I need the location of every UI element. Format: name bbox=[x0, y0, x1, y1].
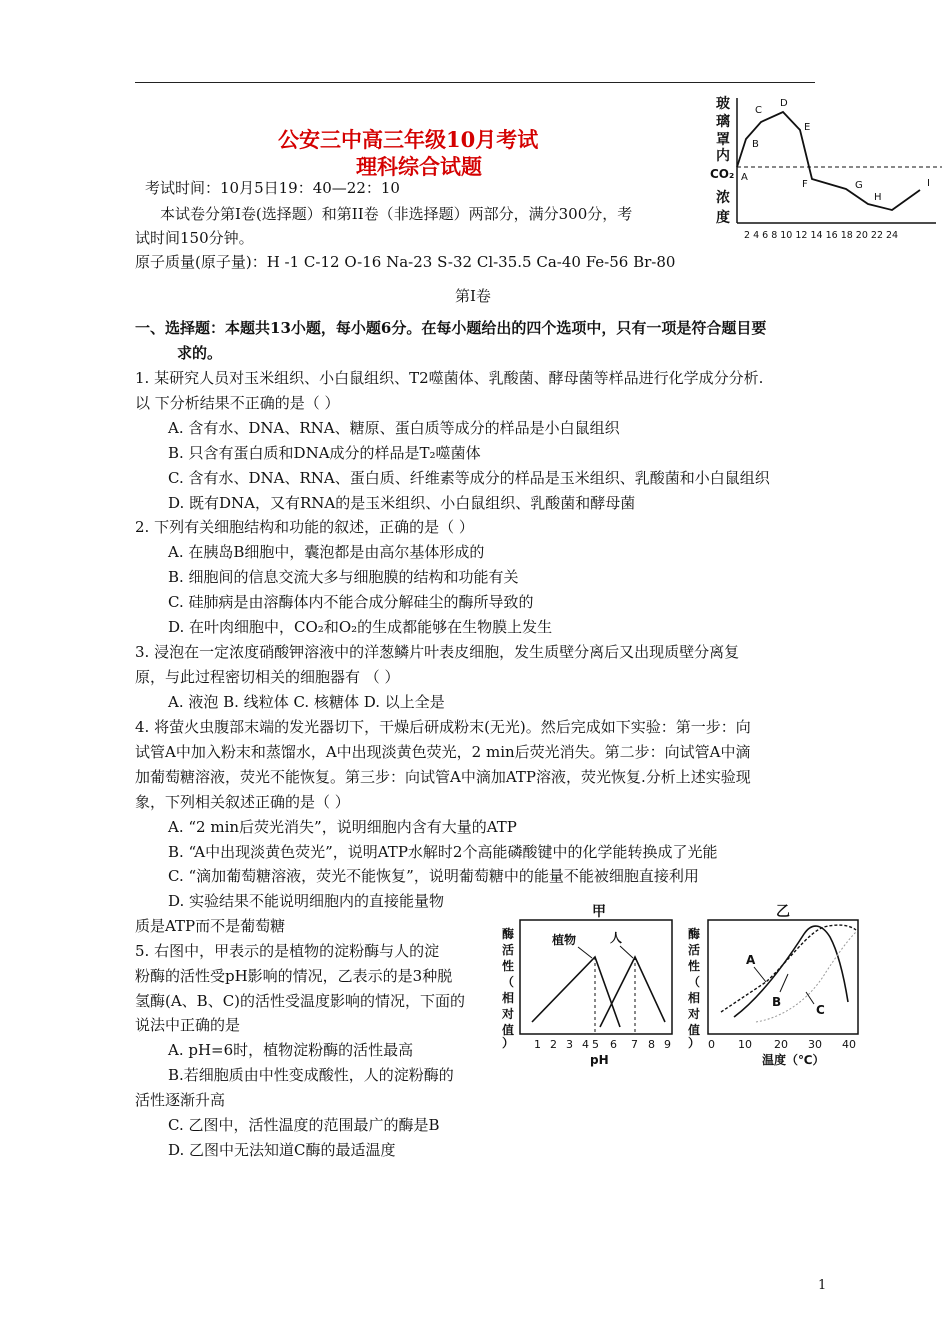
co2-point-label: G bbox=[855, 180, 863, 191]
jia-xlabel: pH bbox=[590, 1053, 609, 1067]
yi-series-c-label: C bbox=[816, 1003, 825, 1017]
svg-text:10: 10 bbox=[738, 1038, 752, 1051]
q1-option-d: D. 既有DNA，又有RNA的是玉米组织、小白鼠组织、乳酸菌和酵母菌 bbox=[168, 494, 636, 512]
q3-options: A. 液泡 B. 线粒体 C. 核糖体 D. 以上全是 bbox=[168, 693, 445, 711]
jia-ylabel-char: 值 bbox=[502, 1023, 515, 1037]
yi-x-ticks bbox=[708, 1038, 856, 1051]
q1-stem-cont: 以 下分析结果不正确的是（ ） bbox=[135, 394, 340, 412]
jia-human-pointer bbox=[620, 946, 633, 958]
jia-ylabel-char: 活 bbox=[502, 943, 515, 957]
svg-text:3: 3 bbox=[566, 1038, 573, 1051]
jia-ylabel-char: 酶 bbox=[502, 927, 515, 941]
graph-jia-title: 甲 bbox=[592, 904, 606, 920]
co2-point-label: D bbox=[780, 98, 788, 109]
jia-ylabel bbox=[501, 926, 514, 1050]
co2-ylabel-char: 璃 bbox=[716, 114, 730, 130]
exam-time: 考试时间：10月5日19：40—22：10 bbox=[145, 179, 400, 197]
svg-text:9: 9 bbox=[664, 1038, 671, 1051]
q4-stem-cont-3: 象，下列相关叙述正确的是（ ） bbox=[135, 793, 350, 811]
co2-point-label: A bbox=[741, 172, 748, 183]
svg-text:0: 0 bbox=[708, 1038, 715, 1051]
co2-point-label: H bbox=[874, 192, 882, 203]
co2-concentration-graph bbox=[708, 92, 946, 248]
co2-ylabel-char: CO₂ bbox=[710, 167, 735, 181]
q4-option-c: C. “滴加葡萄糖溶液，荧光不能恢复”，说明葡萄糖中的能量不能被细胞直接利用 bbox=[168, 867, 699, 885]
atomic-mass: 原子质量(原子量)：H -1 C-12 O-16 Na-23 S-32 Cl-35.5 Ca-40 Fe-56 Br-80 bbox=[135, 253, 676, 271]
jia-ylabel-char: 对 bbox=[502, 1007, 515, 1021]
yi-ylabel-char: 相 bbox=[688, 991, 701, 1005]
co2-curve bbox=[737, 112, 920, 210]
enzyme-temperature-graph bbox=[686, 902, 866, 1072]
q4-stem: 4. 将萤火虫腹部末端的发光器切下，干燥后研成粉末(无光)。然后完成如下实验：第一步：向 bbox=[135, 718, 751, 736]
q5-option-c: C. 乙图中，活性温度的范围最广的酶是B bbox=[168, 1116, 440, 1134]
yi-ylabel-char: 性 bbox=[688, 959, 701, 973]
svg-text:20: 20 bbox=[774, 1038, 788, 1051]
yi-curve-b bbox=[721, 925, 856, 1012]
svg-text:1: 1 bbox=[534, 1038, 541, 1051]
jia-ylabel-char: ） bbox=[502, 1036, 515, 1050]
q2-stem: 2. 下列有关细胞结构和功能的叙述，正确的是（ ） bbox=[135, 518, 474, 536]
q1-option-a: A. 含有水、DNA、RNA、糖原、蛋白质等成分的样品是小白鼠组织 bbox=[168, 419, 620, 437]
jia-human-curve bbox=[600, 957, 665, 1027]
jia-frame bbox=[520, 920, 672, 1034]
section-heading-cont: 求的。 bbox=[177, 344, 223, 362]
section-heading: 一、选择题：本题共13小题，每小题6分。在每小题给出的四个选项中，只有一项是符合题目要 bbox=[135, 319, 767, 337]
q5-option-a: A. pH=6时，植物淀粉酶的活性最高 bbox=[168, 1041, 414, 1059]
volume-heading: 第Ⅰ卷 bbox=[455, 287, 491, 305]
yi-ylabel-char: ） bbox=[688, 1036, 701, 1050]
graph-yi-title: 乙 bbox=[776, 904, 790, 920]
yi-ylabel bbox=[687, 926, 700, 1050]
co2-point-label: F bbox=[802, 179, 808, 190]
q4-option-d: D. 实验结果不能说明细胞内的直接能量物 bbox=[168, 892, 445, 910]
co2-ylabel-char: 度 bbox=[716, 210, 730, 226]
svg-text:2: 2 bbox=[550, 1038, 557, 1051]
jia-ylabel-char: 相 bbox=[502, 991, 515, 1005]
svg-text:6: 6 bbox=[610, 1038, 617, 1051]
co2-ylabel-char: 罩 bbox=[716, 132, 730, 148]
enzyme-ph-graph bbox=[500, 902, 680, 1072]
yi-ylabel-char: 值 bbox=[688, 1023, 701, 1037]
yi-series-b-label: B bbox=[772, 995, 782, 1009]
q3-stem-cont: 原，与此过程密切相关的细胞器有 （ ） bbox=[135, 668, 400, 686]
q4-stem-cont-1: 试管A中加入粉末和蒸馏水，A中出现淡黄色荧光，2 min后荧光消失。第二步：向试管A中滴 bbox=[135, 743, 751, 761]
q5-option-b: B.若细胞质由中性变成酸性，人的淀粉酶的 bbox=[168, 1066, 454, 1084]
intro-line-1: 本试卷分第Ⅰ卷(选择题）和第II卷（非选择题）两部分，满分300分，考 bbox=[160, 205, 633, 223]
svg-text:5: 5 bbox=[592, 1038, 599, 1051]
jia-plant-label: 植物 bbox=[552, 933, 577, 947]
q5-stem-cont-2: 氢酶(A、B、C)的活性受温度影响的情况，下面的 bbox=[135, 992, 466, 1010]
yi-a-pointer bbox=[754, 967, 766, 982]
q2-option-b: B. 细胞间的信息交流大多与细胞膜的结构和功能有关 bbox=[168, 568, 519, 586]
co2-xticks: 2 4 6 8 10 12 14 16 18 20 22 24 bbox=[744, 230, 899, 241]
svg-text:30: 30 bbox=[808, 1038, 822, 1051]
exam-title: 公安三中高三年级10月考试 bbox=[278, 127, 539, 152]
co2-ylabel-char: 内 bbox=[716, 148, 730, 164]
yi-ylabel-char: 对 bbox=[688, 1007, 701, 1021]
q2-option-d: D. 在叶肉细胞中，CO₂和O₂的生成都能够在生物膜上发生 bbox=[168, 618, 553, 636]
yi-ylabel-char: 酶 bbox=[688, 927, 701, 941]
q5-stem-cont-1: 粉酶的活性受pH影响的情况，乙表示的是3种脱 bbox=[135, 967, 453, 985]
co2-ylabel-char: 浓 bbox=[716, 190, 730, 206]
svg-text:40: 40 bbox=[842, 1038, 856, 1051]
yi-ylabel-char: 活 bbox=[688, 943, 701, 957]
co2-graph-ylabel bbox=[710, 95, 734, 226]
exam-subtitle: 理科综合试题 bbox=[356, 154, 482, 179]
q1-option-b: B. 只含有蛋白质和DNA成分的样品是T₂噬菌体 bbox=[168, 444, 481, 462]
q5-stem: 5. 右图中，甲表示的是植物的淀粉酶与人的淀 bbox=[135, 942, 440, 960]
yi-xlabel: 温度（℃） bbox=[762, 1053, 825, 1067]
jia-plant-pointer bbox=[578, 947, 592, 958]
yi-ylabel-char: （ bbox=[688, 975, 701, 989]
jia-plant-curve bbox=[532, 957, 620, 1027]
q1-stem: 1. 某研究人员对玉米组织、小白鼠组织、T2噬菌体、乳酸菌、酵母菌等样品进行化学成分分析. bbox=[135, 369, 764, 387]
q3-stem: 3. 浸泡在一定浓度硝酸钾溶液中的洋葱鳞片叶表皮细胞，发生质壁分离后又出现质壁分离复 bbox=[135, 643, 740, 661]
top-rule bbox=[135, 82, 815, 83]
co2-point-label: B bbox=[752, 139, 759, 150]
q5-option-d: D. 乙图中无法知道C酶的最适温度 bbox=[168, 1141, 396, 1159]
q2-option-a: A. 在胰岛B细胞中，囊泡都是由高尔基体形成的 bbox=[168, 543, 485, 561]
svg-text:4: 4 bbox=[582, 1038, 589, 1051]
yi-series-a-label: A bbox=[746, 953, 756, 967]
q2-option-c: C. 硅肺病是由溶酶体内不能合成分解硅尘的酶所导致的 bbox=[168, 593, 534, 611]
yi-b-pointer bbox=[780, 974, 788, 992]
co2-point-label: E bbox=[804, 122, 811, 133]
q4-option-b: B. “A中出现淡黄色荧光”，说明ATP水解时2个高能磷酸键中的化学能转换成了光能 bbox=[168, 843, 718, 861]
yi-frame bbox=[708, 920, 858, 1034]
svg-text:8: 8 bbox=[648, 1038, 655, 1051]
q1-option-c: C. 含有水、DNA、RNA、蛋白质、纤维素等成分的样品是玉米组织、乳酸菌和小白鼠组织 bbox=[168, 469, 770, 487]
intro-line-2: 试时间150分钟。 bbox=[135, 229, 254, 247]
yi-c-pointer bbox=[806, 992, 814, 1004]
q5-option-b-cont: 活性逐渐升高 bbox=[135, 1091, 226, 1109]
co2-point-label: I bbox=[927, 178, 930, 189]
q4-option-a: A. “2 min后荧光消失”，说明细胞内含有大量的ATP bbox=[168, 818, 517, 836]
jia-ylabel-char: （ bbox=[502, 975, 515, 989]
page-number: 1 bbox=[818, 1278, 827, 1293]
co2-point-label: C bbox=[755, 105, 762, 116]
svg-text:7: 7 bbox=[631, 1038, 638, 1051]
jia-x-ticks bbox=[534, 1038, 671, 1051]
jia-ylabel-char: 性 bbox=[502, 959, 515, 973]
q5-stem-cont-3: 说法中正确的是 bbox=[135, 1016, 241, 1034]
q4-option-d-cont: 质是ATP而不是葡萄糖 bbox=[135, 917, 286, 935]
jia-human-label: 人 bbox=[610, 931, 623, 945]
co2-ylabel-char: 玻 bbox=[716, 96, 730, 112]
yi-curve-a bbox=[734, 926, 848, 1017]
q4-stem-cont-2: 加葡萄糖溶液，荧光不能恢复。第三步：向试管A中滴加ATP溶液，荧光恢复.分析上述实验现 bbox=[135, 768, 751, 786]
